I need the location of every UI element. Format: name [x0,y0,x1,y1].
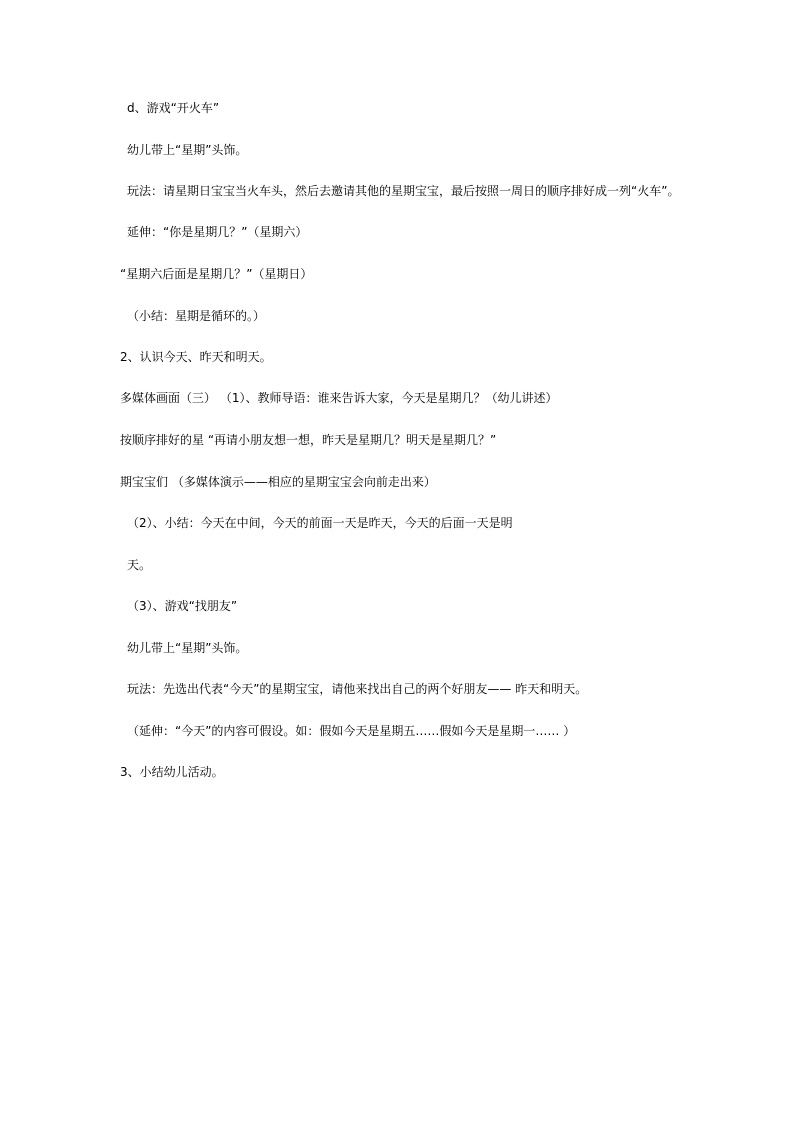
text-line-section-2-heading: 2、认识今天、昨天和明天。 [120,350,272,364]
text-line-game-friends-title: （3）、游戏“找朋友” [127,599,238,613]
text-line-headwear-2: 幼儿带上“星期”头饰。 [127,641,248,655]
text-line-after-saturday: “星期六后面是星期几？”（星期日） [120,267,313,281]
text-line-multimedia-demo: 期宝宝们 （多媒体演示——相应的星期宝宝会向前走出来） [120,475,436,489]
text-line-extension-assume: （延伸：“今天”的内容可假设。如：假如今天是星期五……假如今天是星期一…… ） [127,724,576,738]
text-line-summary-continued: 天。 [127,558,152,572]
text-line-order-question: 按顺序排好的星 “再请小朋友想一想，昨天是星期几？明天是星期几？” [120,433,497,447]
text-line-game-train-title: d、游戏“开火车” [127,101,220,115]
text-line-friends-rules: 玩法：先选出代表“今天”的星期宝宝，请他来找出自己的两个好朋友—— 昨天和明天。 [127,682,588,696]
text-line-extension-question: 延伸：“你是星期几？”（星期六） [127,225,308,239]
text-line-train-rules: 玩法：请星期日宝宝当火车头，然后去邀请其他的星期宝宝，最后按照一周日的顺序排好成一列“火车”。 [127,184,680,198]
text-line-summary-today: （2）、小结：今天在中间，今天的前面一天是昨天，今天的后面一天是明 [127,516,513,530]
text-line-headwear: 幼儿带上“星期”头饰。 [127,143,248,157]
text-line-section-3-heading: 3、小结幼儿活动。 [120,765,224,779]
text-line-multimedia-screen: 多媒体画面（三） （1）、教师导语：谁来告诉大家，今天是星期几？（幼儿讲述） [120,391,558,405]
text-line-summary-cycle: （小结：星期是循环的。） [127,309,266,323]
